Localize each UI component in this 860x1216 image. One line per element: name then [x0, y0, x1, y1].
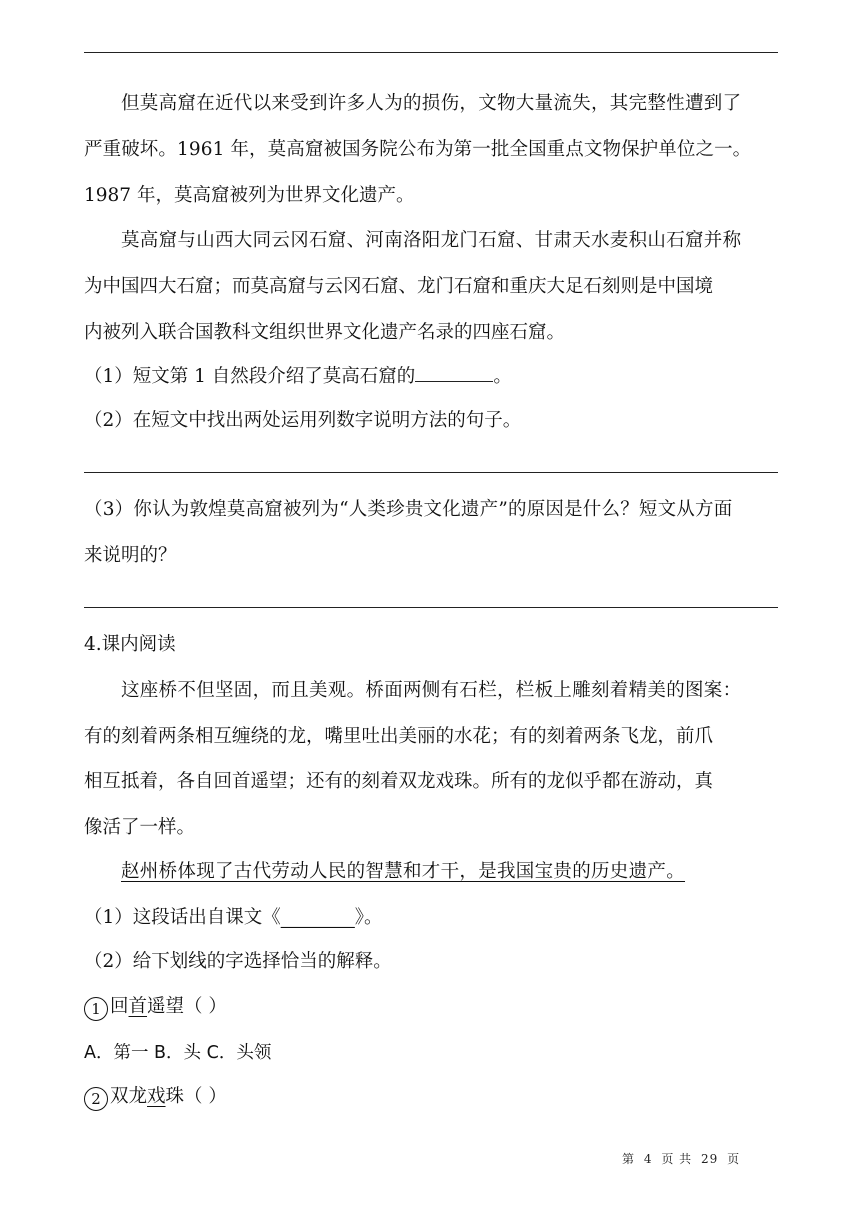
- header-rule: [84, 52, 778, 53]
- underlined-char: 首: [128, 996, 148, 1017]
- question-suffix: 》。: [354, 907, 383, 928]
- page-total: 29: [700, 1152, 719, 1166]
- para-line: 严重破坏。1961 年，莫高窟被国务院公布为第一批全国重点文物保护单位之一。: [84, 139, 752, 160]
- question-3-line2-wrap: [84, 541, 778, 571]
- para-line: 1987 年，莫高窟被列为世界文化遗产。: [84, 185, 415, 206]
- answer-blank[interactable]: [415, 363, 493, 382]
- page-footer: [620, 1150, 742, 1167]
- page-number: 4: [643, 1152, 653, 1166]
- sub-item-1: [84, 992, 778, 1022]
- circled-number: 1: [84, 997, 108, 1021]
- para-line: 但莫高窟在近代以来受到许多人为的损伤，文物大量流失，其完整性遭到了: [121, 93, 742, 114]
- section3-para1-line2-wrap: [84, 135, 778, 165]
- answer-blank[interactable]: ________: [280, 907, 355, 928]
- question-3: [84, 495, 778, 525]
- para-line: 为中国四大石窟；而莫高窟与云冈石窟、龙门石窟和重庆大足石刻则是中国境: [84, 276, 714, 297]
- para-line: 莫高窟与山西大同云冈石窟、河南洛阳龙门石窟、甘肃天水麦积山石窟并称: [121, 230, 742, 251]
- question-text: （1）这段话出自课文《: [84, 907, 281, 928]
- section3-para1: [84, 89, 778, 119]
- section4-question-2: [84, 947, 778, 977]
- question-text: （3）你认为敦煌莫高窟被列为“人类珍贵文化遗产”的原因是什么？短文从方面: [84, 499, 733, 520]
- question-text: （1）短文第 1 自然段介绍了莫高石窟的: [84, 366, 416, 387]
- section3-para2-line2-wrap: [84, 272, 778, 302]
- question-1: [84, 362, 778, 392]
- section4-heading: [84, 630, 778, 660]
- sub-item-2: [84, 1082, 778, 1112]
- sub-item-1-options: [84, 1038, 778, 1068]
- section-heading: 4.课内阅读: [84, 634, 176, 655]
- section3-para2: [84, 226, 778, 256]
- section4-question-1: [84, 903, 778, 933]
- para-line: 相互抵着，各自回首遥望；还有的刻着双龙戏珠。所有的龙似乎都在游动，真: [84, 771, 714, 792]
- section4-para1-line3-wrap: [84, 767, 778, 797]
- section4-para1-line2-wrap: [84, 722, 778, 752]
- question-text: 来说明的？: [84, 545, 177, 566]
- section3-para2-line3-wrap: [84, 318, 778, 348]
- answer-line[interactable]: [84, 607, 778, 608]
- footer-label: 第: [622, 1152, 636, 1166]
- section3-para1-line3-wrap: [84, 181, 778, 211]
- item-text: 双龙: [110, 1086, 148, 1107]
- underlined-sentence: 赵州桥体现了古代劳动人民的智慧和才干，是我国宝贵的历史遗产。: [121, 861, 686, 882]
- question-suffix: 。: [493, 366, 512, 387]
- footer-label: 页: [727, 1152, 741, 1166]
- question-text: （2）在短文中找出两处运用列数字说明方法的句子。: [84, 410, 522, 431]
- para-line: 像活了一样。: [84, 817, 196, 838]
- section4-para1: [84, 676, 778, 706]
- circled-number: 2: [84, 1087, 108, 1111]
- section4-para2: [84, 857, 778, 887]
- footer-label: 页 共: [661, 1152, 693, 1166]
- underlined-char: 戏: [147, 1086, 166, 1107]
- answer-line[interactable]: [84, 472, 778, 473]
- item-text: 回: [110, 996, 129, 1017]
- question-text: （2）给下划线的字选择恰当的解释。: [84, 951, 392, 972]
- question-2: [84, 406, 778, 436]
- item-text: 珠（ ）: [165, 1086, 227, 1107]
- para-line: 有的刻着两条相互缠绕的龙，嘴里吐出美丽的水花；有的刻着两条飞龙，前爪: [84, 726, 714, 747]
- item-text: 遥望（ ）: [147, 996, 227, 1017]
- section4-para1-line4-wrap: [84, 813, 778, 843]
- para-line: 这座桥不但坚固，而且美观。桥面两侧有石栏，栏板上雕刻着精美的图案：: [121, 680, 742, 701]
- answer-options: A．第一 B．头 C．头领: [84, 1043, 272, 1063]
- para-line: 内被列入联合国教科文组织世界文化遗产名录的四座石窟。: [84, 322, 566, 343]
